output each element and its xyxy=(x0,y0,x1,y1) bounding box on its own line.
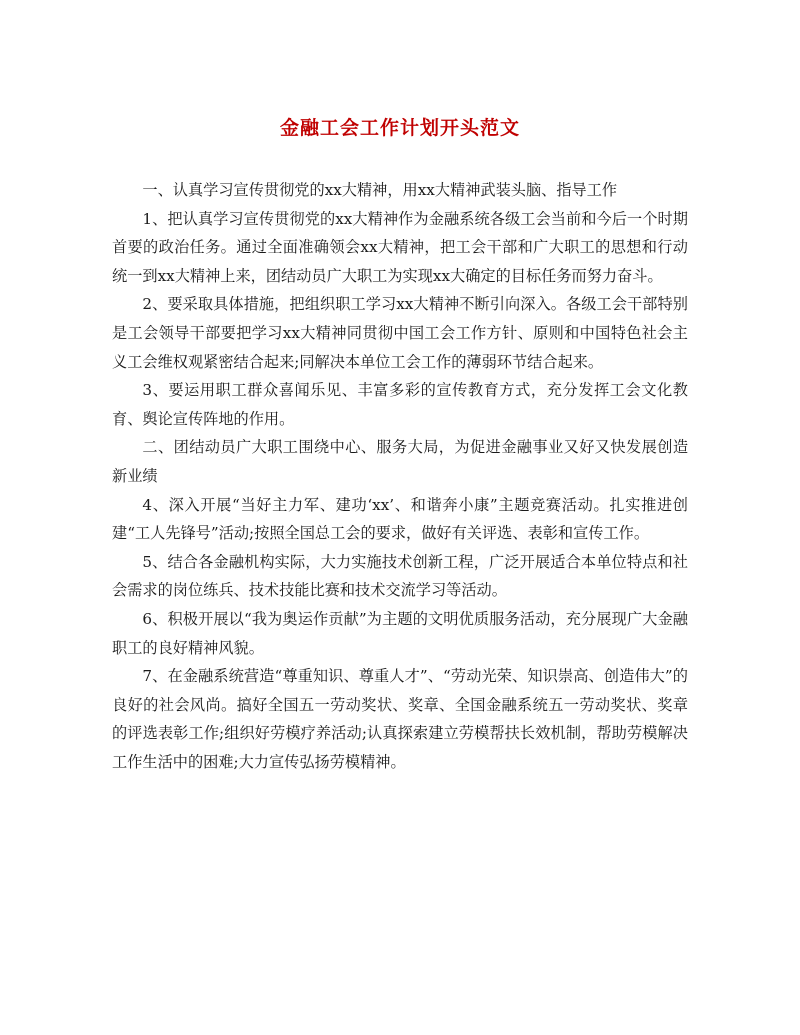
paragraph-item-4: 4、深入开展“当好主力军、建功‘xx’、和谐奔小康”主题竞赛活动。扎实推进创建“工人先锋号”活动;按照全国总工会的要求，做好有关评选、表彰和宣传工作。 xyxy=(112,495,688,543)
paragraph-section-1-heading: 一、认真学习宣传贯彻党的xx大精神，用xx大精神武装头脑、指导工作 xyxy=(142,181,618,199)
paragraph-item-6: 6、积极开展以“我为奥运作贡献”为主题的文明优质服务活动，充分展现广大金融职工的良好精神风貌。 xyxy=(112,609,688,657)
paragraph-item-2: 2、要采取具体措施，把组织职工学习xx大精神不断引向深入。各级工会干部特别是工会领导干部要把学习xx大精神同贯彻中国工会工作方针、原则和中国特色社会主义工会维权观紧密结合起来;同解决本单位工会工作的薄弱环节结合起来。 xyxy=(112,295,688,371)
paragraph-item-5: 5、结合各金融机构实际，大力实施技术创新工程，广泛开展适合本单位特点和社会需求的岗位练兵、技术技能比赛和技术交流学习等活动。 xyxy=(112,552,688,600)
paragraph-section-2-heading: 二、团结动员广大职工围绕中心、服务大局，为促进金融事业又好又快发展创造新业绩 xyxy=(112,438,688,485)
paragraph-item-7: 7、在金融系统营造“尊重知识、尊重人才”、“劳动光荣、知识崇高、创造伟大”的良好的社会风尚。搞好全国五一劳动奖状、奖章、全国金融系统五一劳动奖状、奖章的评选表彰工作;组织好劳模疗养活动;认真探索建立劳模帮扶长效机制，帮助劳模解决工作生活中的困难;大力宣传弘扬劳模精神。 xyxy=(112,667,688,771)
document-title: 金融工会工作计划开头范文 xyxy=(279,117,520,139)
paragraph-item-1: 1、把认真学习宣传贯彻党的xx大精神作为金融系统各级工会当前和今后一个时期首要的政治任务。通过全面准确领会xx大精神，把工会干部和广大职工的思想和行动统一到xx大精神上来，团结动员广大职工为实现xx大确定的目标任务而努力奋斗。 xyxy=(112,209,688,285)
paragraph-item-3: 3、要运用职工群众喜闻乐见、丰富多彩的宣传教育方式，充分发挥工会文化教育、舆论宣传阵地的作用。 xyxy=(112,381,688,428)
document-body xyxy=(112,176,688,776)
